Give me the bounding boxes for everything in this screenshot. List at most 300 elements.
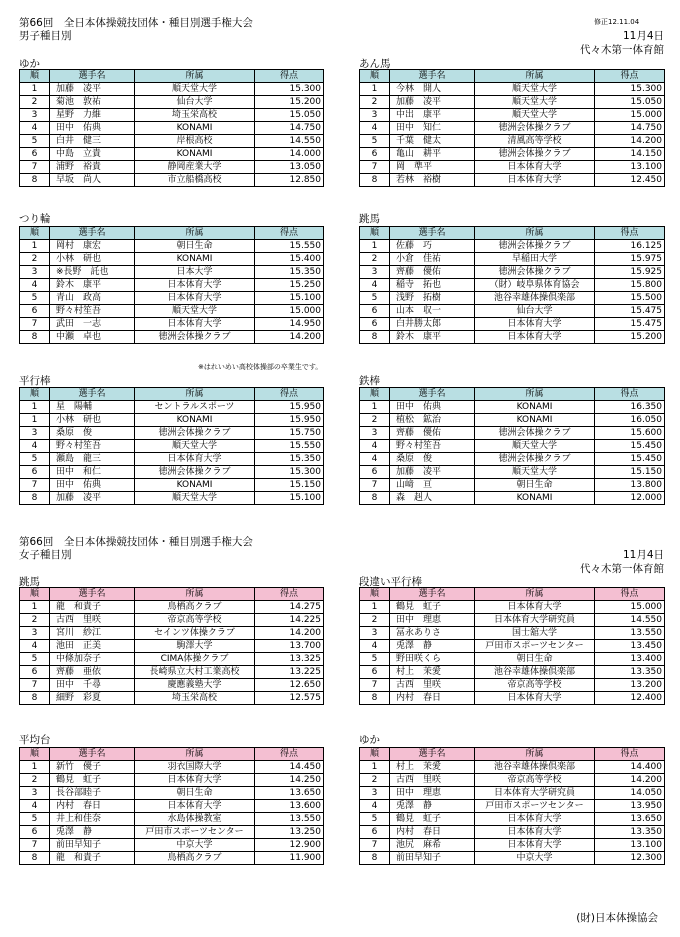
results-table-men-hbar bbox=[359, 387, 665, 505]
rank-cell: 4 bbox=[360, 122, 390, 135]
affiliation-cell: 仙台大学 bbox=[135, 96, 255, 109]
affiliation-cell: 慶應義塾大学 bbox=[135, 679, 255, 692]
score-cell: 16.050 bbox=[595, 414, 665, 427]
header-rank: 順 bbox=[360, 388, 390, 401]
rank-cell: 4 bbox=[360, 800, 390, 813]
table-header-row bbox=[360, 227, 665, 240]
table-row bbox=[360, 666, 665, 679]
footer-organization: (財)日本体操協会 bbox=[576, 912, 658, 924]
rank-cell: 5 bbox=[20, 292, 50, 305]
header-affiliation: 所属 bbox=[475, 388, 595, 401]
score-cell: 14.550 bbox=[595, 614, 665, 627]
table-row bbox=[20, 800, 324, 813]
rank-cell: 8 bbox=[360, 492, 390, 505]
athlete-cell: 山本 収一 bbox=[390, 305, 475, 318]
affiliation-cell: KONAMI bbox=[135, 122, 255, 135]
affiliation-cell: KONAMI bbox=[475, 414, 595, 427]
table-row bbox=[20, 401, 324, 414]
event-title-men-hbar: 鉄棒 bbox=[359, 375, 380, 387]
table-row bbox=[20, 148, 324, 161]
athlete-cell: 内村 春日 bbox=[390, 692, 475, 705]
table-row bbox=[360, 331, 665, 344]
table-header-row bbox=[360, 588, 665, 601]
athlete-cell: 龍 和貴子 bbox=[50, 852, 135, 865]
table-row bbox=[20, 440, 324, 453]
athlete-cell: 浦野 裕貴 bbox=[50, 161, 135, 174]
rank-cell: 8 bbox=[20, 492, 50, 505]
rank-cell: 5 bbox=[20, 135, 50, 148]
score-cell: 14.200 bbox=[255, 331, 324, 344]
affiliation-cell: 帝京高等学校 bbox=[475, 774, 595, 787]
affiliation-cell: 戸田市スポーツセンター bbox=[475, 800, 595, 813]
event-title-men-floor: ゆか bbox=[19, 58, 40, 70]
table-row bbox=[360, 852, 665, 865]
table-row bbox=[20, 826, 324, 839]
header-score: 得点 bbox=[595, 388, 665, 401]
table-row bbox=[20, 279, 324, 292]
athlete-cell: 野々村笙吾 bbox=[50, 305, 135, 318]
athlete-cell: 田中 理恵 bbox=[390, 787, 475, 800]
athlete-cell: 岡 準平 bbox=[390, 161, 475, 174]
affiliation-cell: 順天堂大学 bbox=[475, 83, 595, 96]
affiliation-cell: CIMA体操クラブ bbox=[135, 653, 255, 666]
athlete-cell: 田中 佑典 bbox=[390, 401, 475, 414]
affiliation-cell: 順天堂大学 bbox=[135, 440, 255, 453]
score-cell: 14.250 bbox=[255, 774, 324, 787]
affiliation-cell: KONAMI bbox=[135, 414, 255, 427]
affiliation-cell: 埼玉栄高校 bbox=[135, 109, 255, 122]
header-affiliation: 所属 bbox=[475, 227, 595, 240]
score-cell: 14.400 bbox=[595, 761, 665, 774]
rank-cell: 7 bbox=[360, 679, 390, 692]
athlete-cell: 井上和佳奈 bbox=[50, 813, 135, 826]
score-cell: 13.600 bbox=[255, 800, 324, 813]
athlete-cell: 青山 政高 bbox=[50, 292, 135, 305]
table-row bbox=[20, 253, 324, 266]
table-row bbox=[360, 453, 665, 466]
affiliation-cell: 日本体育大学 bbox=[135, 453, 255, 466]
athlete-cell: 兎澤 静 bbox=[390, 800, 475, 813]
rank-cell: 6 bbox=[360, 318, 390, 331]
table-row bbox=[20, 240, 324, 253]
affiliation-cell: 日本体育大学 bbox=[475, 318, 595, 331]
event-title-women-vault: 跳馬 bbox=[19, 576, 40, 588]
table-row bbox=[360, 761, 665, 774]
score-cell: 15.300 bbox=[595, 83, 665, 96]
table-row bbox=[20, 627, 324, 640]
rank-cell: 1 bbox=[360, 240, 390, 253]
table-row bbox=[20, 122, 324, 135]
table-row bbox=[360, 161, 665, 174]
rank-cell: 2 bbox=[360, 414, 390, 427]
athlete-cell: ※長野 託也 bbox=[50, 266, 135, 279]
athlete-cell: 桑原 俊 bbox=[390, 453, 475, 466]
affiliation-cell: 日本体育大学 bbox=[475, 601, 595, 614]
athlete-cell: 龍 和貴子 bbox=[50, 601, 135, 614]
score-cell: 15.300 bbox=[255, 466, 324, 479]
athlete-cell: 村上 茉愛 bbox=[390, 666, 475, 679]
revision-note: 修正12.11.04 bbox=[594, 18, 640, 26]
table-row bbox=[360, 96, 665, 109]
score-cell: 13.100 bbox=[595, 839, 665, 852]
table-row bbox=[360, 800, 665, 813]
score-cell: 13.100 bbox=[595, 161, 665, 174]
score-cell: 15.350 bbox=[255, 266, 324, 279]
affiliation-cell: 日本体育大学 bbox=[135, 279, 255, 292]
affiliation-cell: KONAMI bbox=[475, 492, 595, 505]
affiliation-cell: 駒澤大学 bbox=[135, 640, 255, 653]
table-row bbox=[20, 479, 324, 492]
rank-cell: 1 bbox=[360, 601, 390, 614]
score-cell: 14.750 bbox=[595, 122, 665, 135]
athlete-cell: 長谷部睦子 bbox=[50, 787, 135, 800]
athlete-cell: 白井勝太郎 bbox=[390, 318, 475, 331]
score-cell: 15.200 bbox=[255, 96, 324, 109]
table-row bbox=[360, 253, 665, 266]
header-score: 得点 bbox=[595, 748, 665, 761]
affiliation-cell: 日本体育大学 bbox=[475, 331, 595, 344]
header-score: 得点 bbox=[595, 227, 665, 240]
rank-cell: 1 bbox=[360, 401, 390, 414]
table-row bbox=[360, 305, 665, 318]
affiliation-cell: 順天堂大学 bbox=[475, 440, 595, 453]
athlete-cell: 野田咲くら bbox=[390, 653, 475, 666]
table-row bbox=[20, 761, 324, 774]
table-row bbox=[20, 109, 324, 122]
rank-cell: 6 bbox=[360, 826, 390, 839]
women-venue: 代々木第一体育館 bbox=[580, 563, 664, 575]
affiliation-cell: 日本体育大学 bbox=[475, 174, 595, 187]
score-cell: 13.325 bbox=[255, 653, 324, 666]
score-cell: 13.050 bbox=[255, 161, 324, 174]
table-row bbox=[360, 787, 665, 800]
affiliation-cell: 池谷幸雄体操倶楽部 bbox=[475, 292, 595, 305]
athlete-cell: 亀山 耕平 bbox=[390, 148, 475, 161]
score-cell: 15.350 bbox=[255, 453, 324, 466]
rank-cell: 5 bbox=[20, 813, 50, 826]
athlete-cell: 菊池 敦祐 bbox=[50, 96, 135, 109]
athlete-cell: 若林 裕樹 bbox=[390, 174, 475, 187]
results-table-women-floor bbox=[359, 747, 665, 865]
affiliation-cell: KONAMI bbox=[135, 148, 255, 161]
header-athlete: 選手名 bbox=[50, 748, 135, 761]
table-row bbox=[20, 292, 324, 305]
score-cell: 14.225 bbox=[255, 614, 324, 627]
athlete-cell: 中條加奈子 bbox=[50, 653, 135, 666]
affiliation-cell: 順天堂大学 bbox=[135, 305, 255, 318]
rank-cell: 7 bbox=[20, 479, 50, 492]
score-cell: 12.650 bbox=[255, 679, 324, 692]
affiliation-cell: 徳洲会体操クラブ bbox=[475, 122, 595, 135]
affiliation-cell: 徳洲会体操クラブ bbox=[135, 466, 255, 479]
score-cell: 13.650 bbox=[595, 813, 665, 826]
table-row bbox=[20, 96, 324, 109]
score-cell: 14.200 bbox=[595, 135, 665, 148]
rank-cell: 4 bbox=[360, 453, 390, 466]
table-header-row bbox=[20, 748, 324, 761]
table-row bbox=[360, 492, 665, 505]
men-footnote: ※はれいめい高校体操部の卒業生です。 bbox=[198, 363, 323, 371]
affiliation-cell: 日本体育大学 bbox=[475, 826, 595, 839]
affiliation-cell: 戸田市スポーツセンター bbox=[475, 640, 595, 653]
rank-cell: 2 bbox=[360, 774, 390, 787]
athlete-cell: 浅野 拓樹 bbox=[390, 292, 475, 305]
score-cell: 15.550 bbox=[255, 440, 324, 453]
affiliation-cell: 徳洲会体操クラブ bbox=[475, 148, 595, 161]
rank-cell: 7 bbox=[360, 161, 390, 174]
header-athlete: 選手名 bbox=[50, 588, 135, 601]
rank-cell: 1 bbox=[20, 240, 50, 253]
rank-cell: 1 bbox=[360, 83, 390, 96]
rank-cell: 5 bbox=[20, 453, 50, 466]
athlete-cell: 岡村 康宏 bbox=[50, 240, 135, 253]
athlete-cell: 前田早知子 bbox=[390, 852, 475, 865]
rank-cell: 1 bbox=[20, 401, 50, 414]
rank-cell: 7 bbox=[20, 318, 50, 331]
score-cell: 15.500 bbox=[595, 292, 665, 305]
results-table-men-pbars bbox=[19, 387, 324, 505]
athlete-cell: 齊藤 優佑 bbox=[390, 427, 475, 440]
table-row bbox=[360, 627, 665, 640]
rank-cell: 6 bbox=[360, 148, 390, 161]
header-rank: 順 bbox=[360, 227, 390, 240]
athlete-cell: 前田早知子 bbox=[50, 839, 135, 852]
rank-cell: 8 bbox=[20, 174, 50, 187]
rank-cell: 5 bbox=[20, 653, 50, 666]
header-athlete: 選手名 bbox=[390, 588, 475, 601]
score-cell: 15.600 bbox=[595, 427, 665, 440]
score-cell: 13.400 bbox=[595, 653, 665, 666]
table-row bbox=[20, 318, 324, 331]
score-cell: 14.050 bbox=[595, 787, 665, 800]
results-table-women-ubars bbox=[359, 587, 665, 705]
results-table-men-rings bbox=[19, 226, 324, 344]
men-subtitle: 男子種目別 bbox=[19, 30, 72, 42]
table-row bbox=[360, 466, 665, 479]
table-row bbox=[360, 640, 665, 653]
athlete-cell: 小林 研也 bbox=[50, 414, 135, 427]
event-title-women-floor: ゆか bbox=[359, 734, 380, 746]
score-cell: 14.275 bbox=[255, 601, 324, 614]
table-header-row bbox=[20, 388, 324, 401]
table-row bbox=[360, 479, 665, 492]
rank-cell: 8 bbox=[20, 852, 50, 865]
header-affiliation: 所属 bbox=[475, 748, 595, 761]
athlete-cell: 内村 春日 bbox=[390, 826, 475, 839]
rank-cell: 7 bbox=[360, 479, 390, 492]
score-cell: 15.400 bbox=[255, 253, 324, 266]
table-header-row bbox=[20, 70, 324, 83]
athlete-cell: 小林 研也 bbox=[50, 253, 135, 266]
score-cell: 13.950 bbox=[595, 800, 665, 813]
score-cell: 13.450 bbox=[595, 640, 665, 653]
header-score: 得点 bbox=[595, 70, 665, 83]
rank-cell: 2 bbox=[20, 614, 50, 627]
table-row bbox=[360, 614, 665, 627]
affiliation-cell: KONAMI bbox=[135, 253, 255, 266]
table-row bbox=[360, 292, 665, 305]
rank-cell: 3 bbox=[20, 266, 50, 279]
table-row bbox=[20, 174, 324, 187]
athlete-cell: 桑原 俊 bbox=[50, 427, 135, 440]
affiliation-cell: 日本体育大学研究員 bbox=[475, 787, 595, 800]
athlete-cell: 加藤 凌平 bbox=[390, 96, 475, 109]
rank-cell: 7 bbox=[20, 161, 50, 174]
affiliation-cell: 長崎県立大村工業高校 bbox=[135, 666, 255, 679]
affiliation-cell: 日本体育大学 bbox=[135, 292, 255, 305]
athlete-cell: 山﨑 亘 bbox=[390, 479, 475, 492]
table-header-row bbox=[360, 388, 665, 401]
rank-cell: 1 bbox=[20, 601, 50, 614]
table-row bbox=[20, 601, 324, 614]
header-rank: 順 bbox=[360, 588, 390, 601]
affiliation-cell: 徳洲会体操クラブ bbox=[135, 427, 255, 440]
table-row bbox=[20, 266, 324, 279]
athlete-cell: 田中 佑典 bbox=[50, 479, 135, 492]
athlete-cell: 加藤 凌平 bbox=[390, 466, 475, 479]
affiliation-cell: 鳥栖高クラブ bbox=[135, 852, 255, 865]
affiliation-cell: 朝日生命 bbox=[475, 653, 595, 666]
athlete-cell: 千葉 健太 bbox=[390, 135, 475, 148]
athlete-cell: 小倉 佳祐 bbox=[390, 253, 475, 266]
table-row bbox=[360, 148, 665, 161]
header-athlete: 選手名 bbox=[390, 70, 475, 83]
rank-cell: 5 bbox=[360, 292, 390, 305]
score-cell: 13.250 bbox=[255, 826, 324, 839]
affiliation-cell: 帝京高等学校 bbox=[475, 679, 595, 692]
table-row bbox=[20, 135, 324, 148]
score-cell: 15.150 bbox=[595, 466, 665, 479]
event-title-men-vault: 跳馬 bbox=[359, 213, 380, 225]
header-athlete: 選手名 bbox=[50, 70, 135, 83]
rank-cell: 3 bbox=[360, 787, 390, 800]
header-rank: 順 bbox=[20, 388, 50, 401]
event-title-men-pommel: あん馬 bbox=[359, 58, 391, 70]
score-cell: 12.575 bbox=[255, 692, 324, 705]
affiliation-cell: セントラルスポーツ bbox=[135, 401, 255, 414]
athlete-cell: 森 赳人 bbox=[390, 492, 475, 505]
table-row bbox=[20, 492, 324, 505]
score-cell: 12.300 bbox=[595, 852, 665, 865]
table-row bbox=[360, 601, 665, 614]
score-cell: 15.100 bbox=[255, 292, 324, 305]
score-cell: 14.000 bbox=[255, 148, 324, 161]
table-row bbox=[20, 466, 324, 479]
table-row bbox=[20, 692, 324, 705]
table-row bbox=[360, 122, 665, 135]
athlete-cell: 池尻 麻希 bbox=[390, 839, 475, 852]
score-cell: 15.150 bbox=[255, 479, 324, 492]
score-cell: 15.200 bbox=[595, 331, 665, 344]
athlete-cell: 鶴見 虹子 bbox=[390, 601, 475, 614]
rank-cell: 3 bbox=[20, 787, 50, 800]
rank-cell: 7 bbox=[360, 839, 390, 852]
affiliation-cell: 順天堂大学 bbox=[135, 83, 255, 96]
score-cell: 14.200 bbox=[255, 627, 324, 640]
score-cell: 13.200 bbox=[595, 679, 665, 692]
score-cell: 11.900 bbox=[255, 852, 324, 865]
rank-cell: 3 bbox=[20, 627, 50, 640]
header-score: 得点 bbox=[595, 588, 665, 601]
table-row bbox=[360, 135, 665, 148]
affiliation-cell: セインツ体操クラブ bbox=[135, 627, 255, 640]
header-affiliation: 所属 bbox=[475, 588, 595, 601]
header-rank: 順 bbox=[20, 748, 50, 761]
table-row bbox=[360, 826, 665, 839]
affiliation-cell: 埼玉栄高校 bbox=[135, 692, 255, 705]
athlete-cell: 池田 正美 bbox=[50, 640, 135, 653]
rank-cell: 6 bbox=[360, 466, 390, 479]
affiliation-cell: 戸田市スポーツセンター bbox=[135, 826, 255, 839]
rank-cell: 8 bbox=[360, 331, 390, 344]
score-cell: 15.975 bbox=[595, 253, 665, 266]
affiliation-cell: 順天堂大学 bbox=[135, 492, 255, 505]
rank-cell: 6 bbox=[20, 466, 50, 479]
rank-cell: 2 bbox=[360, 253, 390, 266]
affiliation-cell: 朝日生命 bbox=[475, 479, 595, 492]
athlete-cell: 加藤 凌平 bbox=[50, 83, 135, 96]
table-row bbox=[360, 279, 665, 292]
table-row bbox=[20, 614, 324, 627]
table-header-row bbox=[20, 227, 324, 240]
score-cell: 15.000 bbox=[255, 305, 324, 318]
affiliation-cell: 徳洲会体操クラブ bbox=[475, 427, 595, 440]
score-cell: 15.750 bbox=[255, 427, 324, 440]
table-row bbox=[20, 774, 324, 787]
rank-cell: 1 bbox=[20, 761, 50, 774]
athlete-cell: 中島 立貴 bbox=[50, 148, 135, 161]
affiliation-cell: 徳洲会体操クラブ bbox=[475, 453, 595, 466]
athlete-cell: 星 陽輔 bbox=[50, 401, 135, 414]
affiliation-cell: 市立船橋高校 bbox=[135, 174, 255, 187]
rank-cell: 8 bbox=[20, 692, 50, 705]
athlete-cell: 齊藤 亜依 bbox=[50, 666, 135, 679]
athlete-cell: 新竹 優子 bbox=[50, 761, 135, 774]
athlete-cell: 今林 開人 bbox=[390, 83, 475, 96]
event-title-women-ubars: 段違い平行棒 bbox=[359, 576, 422, 588]
rank-cell: 4 bbox=[20, 640, 50, 653]
table-row bbox=[360, 653, 665, 666]
athlete-cell: 中出 康平 bbox=[390, 109, 475, 122]
table-row bbox=[20, 305, 324, 318]
athlete-cell: 武田 一志 bbox=[50, 318, 135, 331]
affiliation-cell: 鳥栖高クラブ bbox=[135, 601, 255, 614]
rank-cell: 6 bbox=[20, 826, 50, 839]
affiliation-cell: 日本体育大学 bbox=[475, 692, 595, 705]
table-row bbox=[360, 440, 665, 453]
athlete-cell: 早坂 尚人 bbox=[50, 174, 135, 187]
rank-cell: 3 bbox=[360, 627, 390, 640]
table-row bbox=[360, 401, 665, 414]
athlete-cell: 田中 理恵 bbox=[390, 614, 475, 627]
rank-cell: 4 bbox=[360, 640, 390, 653]
table-row bbox=[20, 83, 324, 96]
athlete-cell: 齊藤 優佑 bbox=[390, 266, 475, 279]
rank-cell: 4 bbox=[20, 440, 50, 453]
women-date: 11月4日 bbox=[622, 549, 664, 561]
header-rank: 順 bbox=[360, 748, 390, 761]
affiliation-cell: KONAMI bbox=[475, 401, 595, 414]
header-athlete: 選手名 bbox=[50, 388, 135, 401]
affiliation-cell: 順天堂大学 bbox=[475, 466, 595, 479]
athlete-cell: 田中 佑典 bbox=[50, 122, 135, 135]
score-cell: 12.450 bbox=[595, 174, 665, 187]
score-cell: 15.475 bbox=[595, 305, 665, 318]
score-cell: 14.750 bbox=[255, 122, 324, 135]
table-row bbox=[360, 318, 665, 331]
athlete-cell: 植松 鉱治 bbox=[390, 414, 475, 427]
affiliation-cell: 清風高等学校 bbox=[475, 135, 595, 148]
